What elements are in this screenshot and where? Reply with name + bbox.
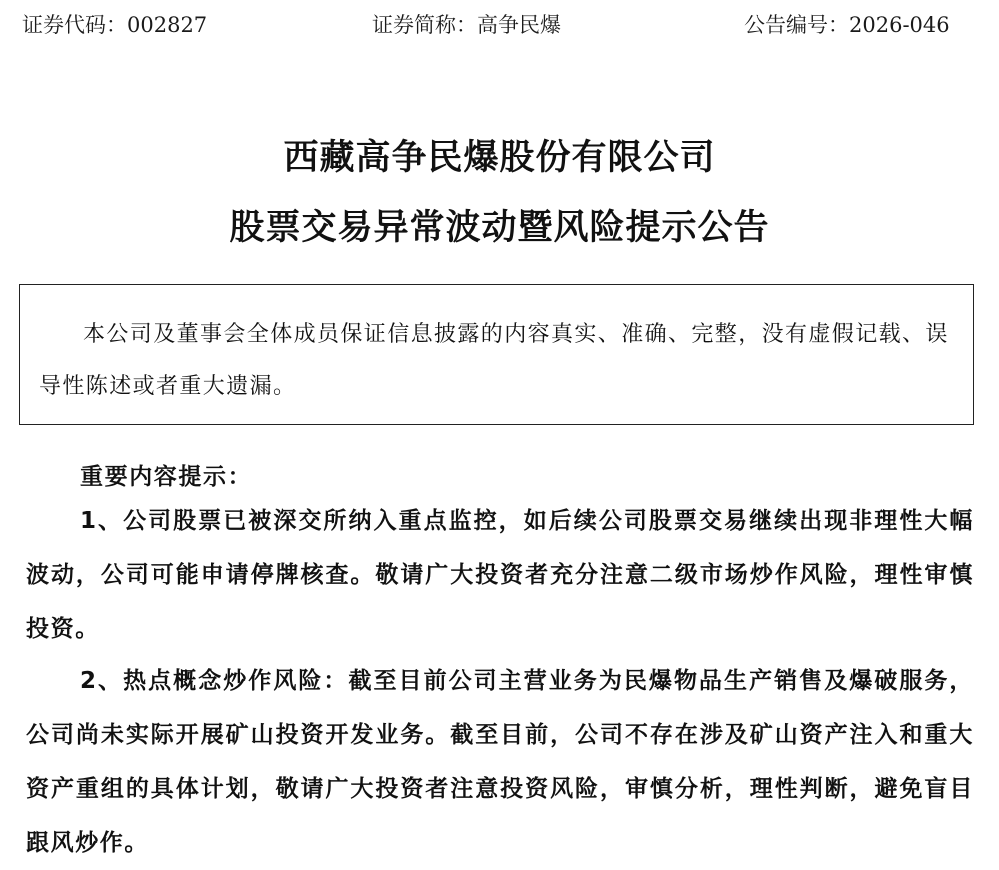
important-heading: 重要内容提示： xyxy=(80,464,253,490)
item-text: 、公司股票已被深交所纳入重点监控，如后续公司股票交易继续出现非理性大幅波动，公司可能申请停牌核查。敬请广大投资者充分注意二级市场炒作风险，理性审慎投资。 xyxy=(26,508,974,642)
company-name-title: 西藏高争民爆股份有限公司 xyxy=(283,138,716,178)
announcement-number: 公告编号：2026-046 xyxy=(744,13,950,37)
important-item-1 xyxy=(26,494,974,656)
announcement-title: 股票交易异常波动暨风险提示公告 xyxy=(229,208,770,248)
disclaimer-box xyxy=(19,284,974,425)
disclaimer-text: 本公司及董事会全体成员保证信息披露的内容真实、准确、完整，没有虚假记载、误导性陈述或者重大遗漏。 xyxy=(39,322,949,399)
item-number: 1 xyxy=(80,508,98,534)
important-item-2 xyxy=(26,654,974,870)
securities-short-name: 证券简称：高争民爆 xyxy=(372,13,561,37)
announcement-header xyxy=(0,8,999,42)
item-text: 、热点概念炒作风险：截至目前公司主营业务为民爆物品生产销售及爆破服务，公司尚未实际开展矿山投资开发业务。截至目前，公司不存在涉及矿山资产注入和重大资产重组的具体计划，敬请广大投资者注意投资风险，审慎分析，理性判断，避免盲目跟风炒作。 xyxy=(26,668,974,856)
securities-code: 证券代码：002827 xyxy=(22,13,208,37)
item-number: 2 xyxy=(80,668,98,694)
